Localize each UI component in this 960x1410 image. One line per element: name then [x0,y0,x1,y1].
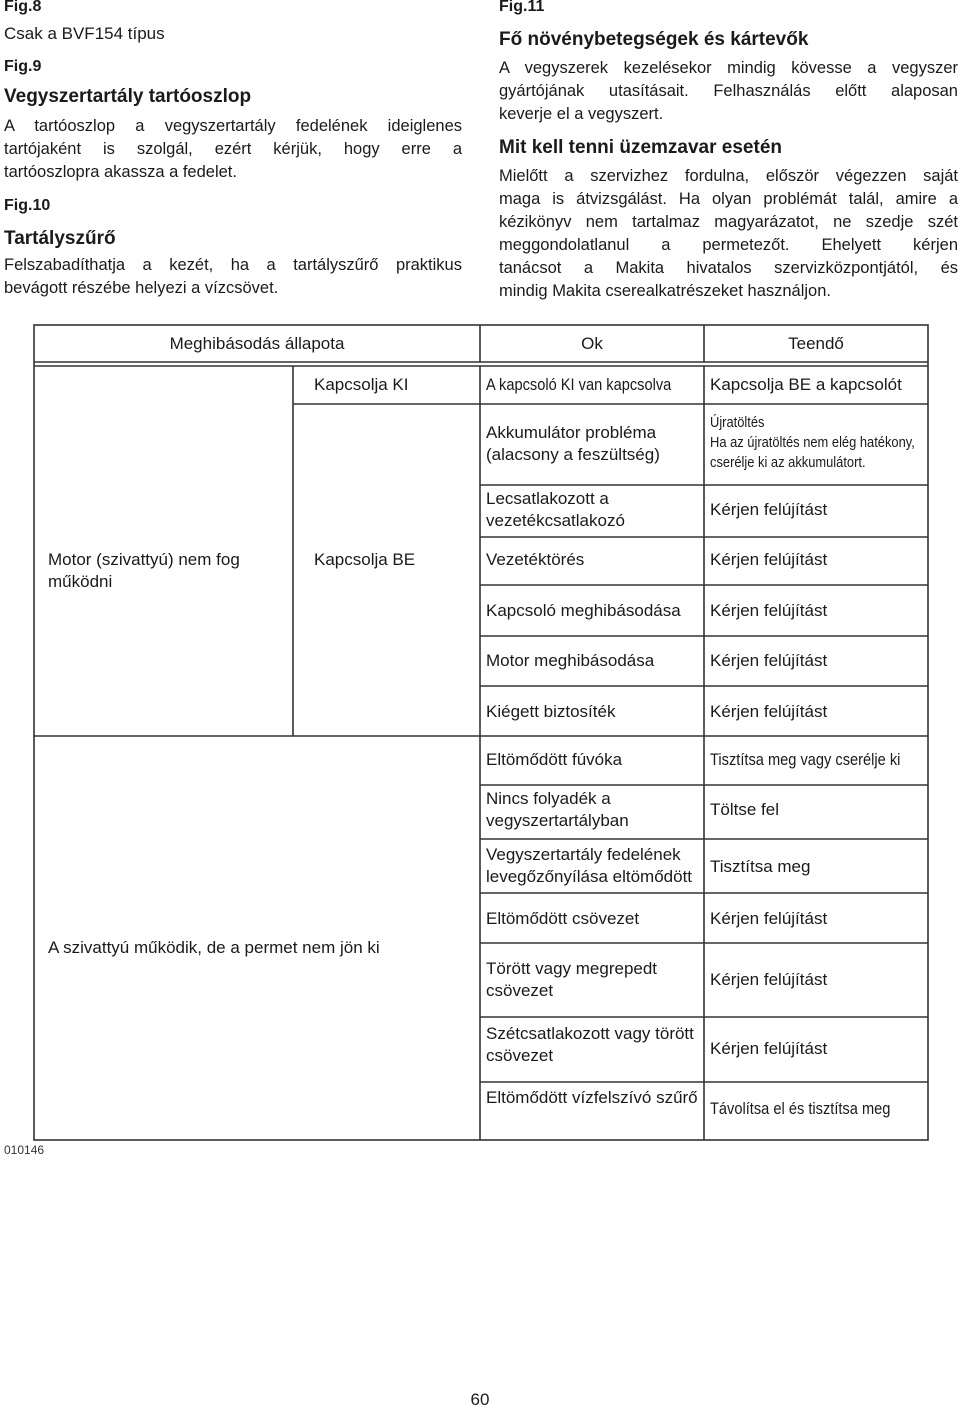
figure-code: 010146 [4,1143,45,1157]
table-row-action: Kérjen felújítást [710,909,828,928]
table-row-action: Kérjen felújítást [710,970,828,989]
table-row: Motor meghibásodása [486,651,655,670]
fig11-text: A vegyszerek kezelésekor mindig kövesse a vegyszer gyártójának utasításait. Felhasználás előtt alaposan keverje el a vegyszert. [499,59,958,123]
table-row: Kiégett biztosíték [486,702,616,721]
fig10-heading: Tartályszűrő [4,228,116,249]
table-row: A kapcsoló KI van kapcsolva [486,375,672,394]
condition-pump-works-no-spray: A szivattyú működik, de a permet nem jön ki [48,938,380,957]
header-action: Teendő [788,334,844,353]
table-row: Vezetéktörés [486,550,585,569]
table-row: Eltömődött vízfelszívó szűrő [486,1088,698,1107]
table-row: Lecsatlakozott a vezetékcsatlakozó [486,489,625,530]
fig10-text: Felszabadíthatja a kezét, ha a tartályszűrő praktikus bevágott részébe helyezi a vízcsövet. [4,256,462,297]
table-row-action: Tisztítsa meg vagy cserélje ki [710,750,901,769]
table-row-action: Kapcsolja BE a kapcsolót [710,375,902,394]
table-row: Szétcsatlakozott vagy törött csövezet [486,1024,694,1065]
table-row-action: Újratöltés Ha az újratöltés nem elég hatékony, cserélje ki az akkumulátort. [710,414,915,471]
table-row-action: Kérjen felújítást [710,651,828,670]
fig9-label: Fig.9 [4,58,42,75]
table-row: Nincs folyadék a vegyszertartályban [486,789,629,830]
fig8-note: Csak a BVF154 típus [4,24,165,43]
table-row: Vegyszertartály fedelének levegőzőnyílása eltömődött [486,845,693,886]
table-row-action: Távolítsa el és tisztítsa meg [710,1099,891,1118]
troubleshooting-heading: Mit kell tenni üzemzavar esetén [499,137,782,158]
table-row-action: Kérjen felújítást [710,500,828,519]
condition-motor-not-working: Motor (szivattyú) nem fog működni [48,550,240,591]
table-row-action: Tisztítsa meg [710,857,811,876]
switch-off-label: Kapcsolja KI [314,375,409,394]
fig11-heading: Fő növénybetegségek és kártevők [499,29,809,50]
table-row-action: Kérjen felújítást [710,1039,828,1058]
header-condition: Meghibásodás állapota [169,334,345,353]
troubleshooting-text: Mielőtt a szervizhez fordulna, először végezzen saját maga is átvizsgálást. Ha olyan problémát talál, amire a kézikönyv nem tartalmaz magyarázatot, ne szedje szét meggondolatlanul a permetezőt. Ehelyett kérjen tanácsot a Makita hivatalos szervizközpontjától, és mindig Makita cserealkatrészeket használjon. [499,167,958,300]
switch-on-label: Kapcsolja BE [314,550,416,569]
page-number: 60 [470,1390,490,1409]
fig9-heading: Vegyszertartály tartóoszlop [4,86,252,107]
table-row-action: Kérjen felújítást [710,550,828,569]
header-cause: Ok [581,334,603,353]
table-row: Akkumulátor probléma (alacsony a feszültség) [486,423,660,464]
fig9-text: A tartóoszlop a vegyszertartály fedelének ideiglenes tartójaként is szolgál, ezért kérjük, hogy erre a tartóoszlopra akassza a fedelet. [4,117,462,181]
fig11-label: Fig.11 [499,0,545,15]
table-row: Eltömődött csövezet [486,909,640,928]
table-row-action: Kérjen felújítást [710,702,828,721]
table-row: Kapcsoló meghibásodása [486,601,681,620]
table-row: Eltömődött fúvóka [486,750,623,769]
fig10-label: Fig.10 [4,197,51,214]
table-row-action: Kérjen felújítást [710,601,828,620]
table-row: Törött vagy megrepedt csövezet [486,959,658,1000]
fig8-label: Fig.8 [4,0,42,15]
table-row-action: Töltse fel [710,800,779,819]
